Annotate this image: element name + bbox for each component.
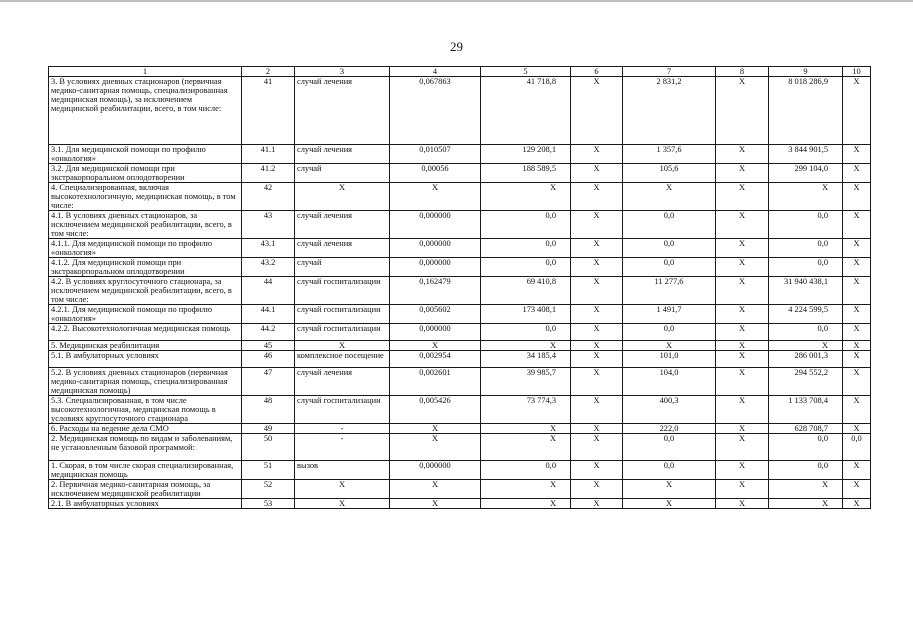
table-cell-col8: X [716,480,769,499]
table-cell-col7: 0,0 [623,239,716,258]
table-cell-col6: X [571,239,623,258]
table-cell-col4: 0,000000 [390,239,481,258]
table-cell-col3: вызов [295,461,390,480]
table-cell-col5: 34 185,4 [481,351,571,368]
table-cell-col7: 104,0 [623,368,716,396]
table-cell-col9: X [769,480,843,499]
table-cell-col2: 51 [242,461,295,480]
table-cell-col1: 6. Расходы на ведение дела СМО [49,424,242,434]
data-table [48,66,871,509]
table-cell-col6: X [571,77,623,145]
table-cell-col10: X [843,424,871,434]
table-cell-col1: 5. Медицинская реабилитация [49,341,242,351]
header-cell: 9 [769,67,843,77]
table-cell-col8: X [716,424,769,434]
table-cell-col9: 286 001,3 [769,351,843,368]
table-cell-col2: 42 [242,183,295,211]
table-cell-col6: X [571,434,623,461]
table-cell-col1: 4.1.1. Для медицинской помощи по профилю «онкология» [49,239,242,258]
table-cell-col6: X [571,499,623,509]
table-cell-col6: X [571,368,623,396]
table-cell-col5: 0,0 [481,239,571,258]
table-row [49,368,871,396]
table-cell-col2: 52 [242,480,295,499]
table-cell-col4: 0,000000 [390,461,481,480]
table-cell-col2: 50 [242,434,295,461]
table-cell-col8: X [716,368,769,396]
table-row [49,341,871,351]
table-cell-col9: 31 940 438,1 [769,277,843,305]
table-cell-col3: случай лечения [295,239,390,258]
table-cell-col2: 43 [242,211,295,239]
table-cell-col7: 11 277,6 [623,277,716,305]
table-row [49,480,871,499]
table-cell-col3: случай [295,164,390,183]
table-cell-col6: X [571,461,623,480]
table-cell-col5: 41 718,8 [481,77,571,145]
table-cell-col8: X [716,277,769,305]
table-cell-col5: 129 208,1 [481,145,571,164]
table-cell-col7: 0,0 [623,324,716,341]
table-cell-col5: 39 985,7 [481,368,571,396]
table-cell-col10: X [843,368,871,396]
table-cell-col7: 1 357,6 [623,145,716,164]
table-cell-col6: X [571,351,623,368]
table-cell-col5: 173 408,1 [481,305,571,324]
table-cell-col3: случай госпитализации [295,277,390,305]
table-cell-col4: 0,000000 [390,324,481,341]
table-cell-col1: 5.1. В амбулаторных условиях [49,351,242,368]
table-cell-col6: X [571,258,623,277]
table-cell-col5: X [481,183,571,211]
table-cell-col3: комплексное посещение [295,351,390,368]
table-cell-col4: X [390,341,481,351]
table-cell-col3: X [295,480,390,499]
table-cell-col10: X [843,396,871,424]
table-cell-col7: 2 831,2 [623,77,716,145]
table-cell-col7: X [623,480,716,499]
table-cell-col4: 0,067863 [390,77,481,145]
table-cell-col3: случай лечения [295,77,390,145]
table-cell-col10: X [843,183,871,211]
table-row [49,145,871,164]
table-cell-col8: X [716,351,769,368]
table-cell-col4: 0,000000 [390,258,481,277]
table-cell-col7: 0,0 [623,211,716,239]
table-cell-col3: случай госпитализации [295,396,390,424]
header-row [49,67,871,77]
table-cell-col3: случай [295,258,390,277]
table-cell-col7: 101,0 [623,351,716,368]
table-cell-col1: 4.1. В условиях дневных стационаров, за исключением медицинской реабилитации, всего, в том числе: [49,211,242,239]
table-cell-col8: X [716,145,769,164]
table-cell-col1: 3.2. Для медицинской помощи при экстракорпоральном оплодотворении [49,164,242,183]
table-cell-col10: X [843,351,871,368]
table-cell-col1: 2. Первичная медико-санитарная помощь, за исключением медицинской реабилитации [49,480,242,499]
table-cell-col2: 44.1 [242,305,295,324]
table-cell-col10: X [843,258,871,277]
table-cell-col4: 0,00056 [390,164,481,183]
table-cell-col7: 105,6 [623,164,716,183]
table-cell-col9: 0,0 [769,239,843,258]
table-cell-col2: 48 [242,396,295,424]
table-row [49,305,871,324]
table-cell-col4: 0,002954 [390,351,481,368]
table-cell-col8: X [716,77,769,145]
table-cell-col4: 0,000000 [390,211,481,239]
table-row [49,239,871,258]
table-cell-col1: 3. В условиях дневных стационаров (первичная медико-санитарная помощь, специализированная медицинская помощь), за исключением медицинской реабилитации, всего, в том числе: [49,77,242,145]
table-cell-col8: X [716,434,769,461]
table-row [49,424,871,434]
table-cell-col10: X [843,480,871,499]
table-cell-col6: X [571,480,623,499]
header-cell: 2 [242,67,295,77]
table-cell-col1: 4. Специализированная, включая высокотехнологичную, медицинская помощь, в том числе: [49,183,242,211]
table-cell-col3: случай госпитализации [295,305,390,324]
table-cell-col5: 0,0 [481,461,571,480]
table-cell-col4: 0,005426 [390,396,481,424]
table-cell-col2: 53 [242,499,295,509]
table-cell-col6: X [571,396,623,424]
table-cell-col3: случай лечения [295,368,390,396]
table-cell-col10: X [843,341,871,351]
table-cell-col1: 4.1.2. Для медицинской помощи при экстракорпоральном оплодотворении [49,258,242,277]
table-cell-col8: X [716,305,769,324]
table-cell-col7: 0,0 [623,258,716,277]
table-cell-col8: X [716,461,769,480]
table-cell-col4: X [390,183,481,211]
table-cell-col2: 47 [242,368,295,396]
table-cell-col10: X [843,461,871,480]
table-cell-col9: 0,0 [769,461,843,480]
table-cell-col6: X [571,145,623,164]
table-cell-col9: 0,0 [769,434,843,461]
table-cell-col5: 69 410,8 [481,277,571,305]
table-cell-col7: 400,3 [623,396,716,424]
table-cell-col1: 4.2.2. Высокотехнологичная медицинская помощь [49,324,242,341]
table-cell-col3: - [295,424,390,434]
header-cell: 10 [843,67,871,77]
table-cell-col9: X [769,183,843,211]
header-cell: 6 [571,67,623,77]
table-row [49,324,871,341]
table-cell-col8: X [716,499,769,509]
table-cell-col8: X [716,239,769,258]
header-cell: 3 [295,67,390,77]
table-cell-col1: 4.2. В условиях круглосуточного стационара, за исключением медицинской реабилитации, всего, в том числе: [49,277,242,305]
table-cell-col3: случай госпитализации [295,324,390,341]
table-cell-col9: 294 552,2 [769,368,843,396]
table-cell-col10: X [843,164,871,183]
table-cell-col10: X [843,324,871,341]
header-cell: 7 [623,67,716,77]
table-cell-col9: X [769,341,843,351]
table-cell-col8: X [716,324,769,341]
table-cell-col5: 73 774,3 [481,396,571,424]
table-cell-col7: X [623,341,716,351]
table-cell-col4: 0,162479 [390,277,481,305]
table-body [49,77,871,509]
table-cell-col3: - [295,434,390,461]
table-cell-col3: X [295,341,390,351]
table-cell-col7: X [623,499,716,509]
table-cell-col10: X [843,499,871,509]
table-cell-col2: 43.1 [242,239,295,258]
table-cell-col6: X [571,305,623,324]
table-cell-col2: 46 [242,351,295,368]
table-cell-col1: 5.2. В условиях дневных стационаров (первичная медико-санитарная помощь, специализированная медицинская помощь) [49,368,242,396]
page-number: 29 [450,39,463,54]
table-cell-col9: X [769,499,843,509]
table-cell-col6: X [571,164,623,183]
table-cell-col2: 43.2 [242,258,295,277]
table-cell-col10: X [843,305,871,324]
table-cell-col2: 41.1 [242,145,295,164]
table-cell-col3: X [295,183,390,211]
table-cell-col7: X [623,183,716,211]
table-cell-col7: 0,0 [623,461,716,480]
table-cell-col4: 0,005602 [390,305,481,324]
table-cell-col7: 1 491,7 [623,305,716,324]
table-cell-col4: 0,002601 [390,368,481,396]
table-cell-col1: 2.1. В амбулаторных условиях [49,499,242,509]
table-row [49,351,871,368]
table-row [49,77,871,145]
table-cell-col5: X [481,434,571,461]
table-cell-col5: X [481,424,571,434]
header-cell: 8 [716,67,769,77]
table-cell-col10: 0,0 [843,434,871,461]
table-cell-col5: 0,0 [481,211,571,239]
table-cell-col6: X [571,183,623,211]
table-cell-col7: 222,0 [623,424,716,434]
table-cell-col4: X [390,499,481,509]
table-cell-col9: 0,0 [769,211,843,239]
table-cell-col6: X [571,341,623,351]
table-cell-col9: 3 844 901,5 [769,145,843,164]
table-cell-col6: X [571,324,623,341]
table-cell-col2: 44 [242,277,295,305]
header-cell: 1 [49,67,242,77]
table-cell-col9: 4 224 599,5 [769,305,843,324]
table-cell-col9: 628 708,7 [769,424,843,434]
header-cell: 4 [390,67,481,77]
table-cell-col8: X [716,164,769,183]
table-cell-col1: 5.3. Специализированная, в том числе высокотехнологичная, медицинская помощь в условиях круглосуточного стационара [49,396,242,424]
table-row [49,434,871,461]
table-row [49,258,871,277]
table-cell-col9: 8 018 286,9 [769,77,843,145]
table-cell-col9: 0,0 [769,258,843,277]
table-row [49,277,871,305]
table-cell-col4: X [390,434,481,461]
table-row [49,461,871,480]
top-rule [0,0,913,2]
table-cell-col9: 299 104,0 [769,164,843,183]
table-cell-col2: 41.2 [242,164,295,183]
table-cell-col6: X [571,277,623,305]
table-cell-col9: 1 133 708,4 [769,396,843,424]
table-cell-col1: 1. Скорая, в том числе скорая специализированная, медицинская помощь [49,461,242,480]
table-row [49,499,871,509]
table-cell-col4: X [390,480,481,499]
table-cell-col8: X [716,183,769,211]
table-row [49,396,871,424]
table-cell-col5: X [481,499,571,509]
table-cell-col5: X [481,480,571,499]
table-cell-col5: 0,0 [481,258,571,277]
table-cell-col1: 2. Медицинская помощь по видам и заболеваниям, не установленным базовой программой: [49,434,242,461]
table-cell-col2: 45 [242,341,295,351]
table-cell-col6: X [571,211,623,239]
table-cell-col8: X [716,341,769,351]
header-cell: 5 [481,67,571,77]
table-cell-col2: 49 [242,424,295,434]
table-cell-col1: 3.1. Для медицинской помощи по профилю «онкология» [49,145,242,164]
table-cell-col1: 4.2.1. Для медицинской помощи по профилю «онкология» [49,305,242,324]
table-cell-col9: 0,0 [769,324,843,341]
table-cell-col5: 188 589,5 [481,164,571,183]
table-cell-col8: X [716,396,769,424]
table-cell-col3: X [295,499,390,509]
table-cell-col7: 0,0 [623,434,716,461]
table-cell-col10: X [843,277,871,305]
table-cell-col10: X [843,239,871,258]
table-cell-col8: X [716,258,769,277]
table-row [49,183,871,211]
table-cell-col10: X [843,211,871,239]
table-cell-col3: случай лечения [295,145,390,164]
table-cell-col4: X [390,424,481,434]
table-cell-col10: X [843,145,871,164]
table-row [49,211,871,239]
table-cell-col3: случай лечения [295,211,390,239]
table-cell-col6: X [571,424,623,434]
table-row [49,164,871,183]
table-cell-col5: 0,0 [481,324,571,341]
table-cell-col2: 44.2 [242,324,295,341]
table-cell-col4: 0,010507 [390,145,481,164]
table-cell-col8: X [716,211,769,239]
table-cell-col10: X [843,77,871,145]
table-cell-col5: X [481,341,571,351]
table-cell-col2: 41 [242,77,295,145]
